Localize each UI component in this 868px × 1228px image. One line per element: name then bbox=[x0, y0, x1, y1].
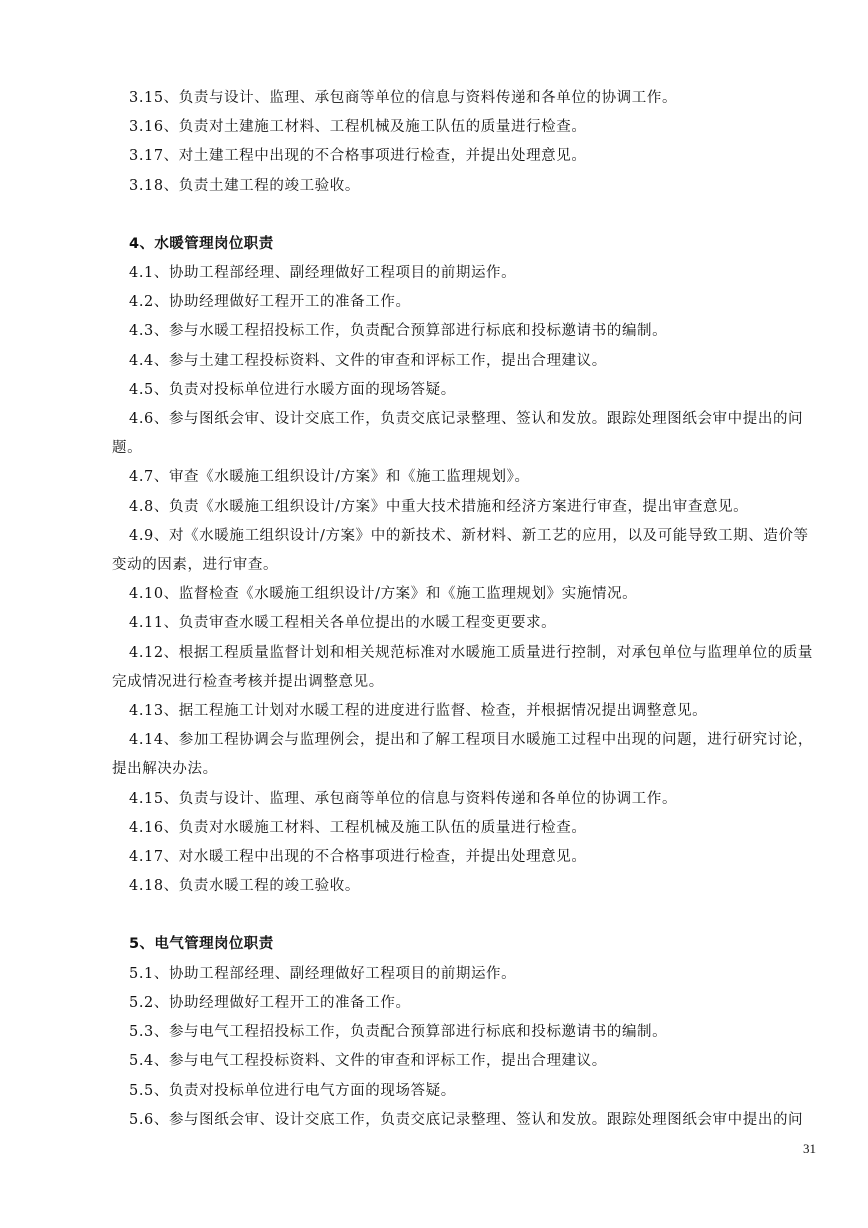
paragraph-4-7: 4.7、审查《水暖施工组织设计/方案》和《施工监理规划》。 bbox=[129, 469, 530, 486]
section-gap bbox=[112, 201, 816, 230]
paragraph-4-10: 4.10、监督检查《水暖施工组织设计/方案》和《施工监理规划》实施情况。 bbox=[129, 586, 638, 603]
paragraph-4-12: 4.12、根据工程质量监督计划和相关规范标准对水暖施工质量进行控制，对承包单位与监理单位的质量完成情况进行检查考核并提出调整意见。 bbox=[112, 644, 813, 690]
paragraph-4-1: 4.1、协助工程部经理、副经理做好工程项目的前期运作。 bbox=[129, 265, 517, 282]
paragraph-4-18: 4.18、负责水暖工程的竣工验收。 bbox=[129, 878, 360, 895]
paragraph-5-6: 5.6、参与图纸会审、设计交底工作，负责交底记录整理、签认和发放。跟踪处理图纸会审中提出的问 bbox=[129, 1111, 804, 1128]
section-gap bbox=[112, 901, 816, 930]
paragraph-4-16: 4.16、负责对水暖施工材料、工程机械及施工队伍的质量进行检查。 bbox=[129, 819, 587, 836]
paragraph-3-16: 3.16、负责对土建施工材料、工程机械及施工队伍的质量进行检查。 bbox=[129, 119, 587, 136]
paragraph-4-17: 4.17、对水暖工程中出现的不合格事项进行检查，并提出处理意见。 bbox=[129, 849, 587, 866]
paragraph-3-17: 3.17、对土建工程中出现的不合格事项进行检查，并提出处理意见。 bbox=[129, 148, 587, 165]
paragraph-4-14: 4.14、参加工程协调会与监理例会，提出和了解工程项目水暖施工过程中出现的问题，进行研究讨论，提出解决办法。 bbox=[112, 732, 813, 778]
paragraph-3-18: 3.18、负责土建工程的竣工验收。 bbox=[129, 177, 360, 194]
paragraph-4-15: 4.15、负责与设计、监理、承包商等单位的信息与资料传递和各单位的协调工作。 bbox=[129, 790, 678, 807]
page-number: 31 bbox=[803, 1141, 816, 1156]
paragraph-4-6: 4.6、参与图纸会审、设计交底工作，负责交底记录整理、签认和发放。跟踪处理图纸会审中提出的问题。 bbox=[112, 411, 804, 457]
paragraph-5-4: 5.4、参与电气工程投标资料、文件的审查和评标工作，提出合理建议。 bbox=[129, 1053, 607, 1070]
paragraph-4-9: 4.9、对《水暖施工组织设计/方案》中的新技术、新材料、新工艺的应用，以及可能导致工期、造价等变动的因素，进行审查。 bbox=[112, 527, 809, 574]
paragraph-4-2: 4.2、协助经理做好工程开工的准备工作。 bbox=[129, 294, 411, 311]
paragraph-5-2: 5.2、协助经理做好工程开工的准备工作。 bbox=[129, 994, 411, 1011]
paragraph-5-5: 5.5、负责对投标单位进行电气方面的现场答疑。 bbox=[129, 1082, 456, 1099]
paragraph-4-8: 4.8、负责《水暖施工组织设计/方案》中重大技术措施和经济方案进行审查，提出审查意见。 bbox=[129, 498, 749, 515]
paragraph-5-1: 5.1、协助工程部经理、副经理做好工程项目的前期运作。 bbox=[129, 965, 517, 982]
paragraph-4-4: 4.4、参与土建工程投标资料、文件的审查和评标工作，提出合理建议。 bbox=[129, 352, 607, 369]
paragraph-3-15: 3.15、负责与设计、监理、承包商等单位的信息与资料传递和各单位的协调工作。 bbox=[129, 90, 678, 106]
paragraph-5-3: 5.3、参与电气工程招投标工作，负责配合预算部进行标底和投标邀请书的编制。 bbox=[129, 1024, 668, 1041]
paragraph-4-13: 4.13、据工程施工计划对水暖工程的进度进行监督、检查，并根据情况提出调整意见。 bbox=[129, 703, 708, 720]
section-4-heading: 4、水暖管理岗位职责 bbox=[129, 235, 274, 252]
paragraph-4-11: 4.11、负责审查水暖工程相关各单位提出的水暖工程变更要求。 bbox=[129, 615, 557, 632]
paragraph-4-5: 4.5、负责对投标单位进行水暖方面的现场答疑。 bbox=[129, 381, 456, 398]
paragraph-4-3: 4.3、参与水暖工程招投标工作，负责配合预算部进行标底和投标邀请书的编制。 bbox=[129, 323, 668, 340]
section-5-heading: 5、电气管理岗位职责 bbox=[129, 936, 274, 953]
page-content bbox=[112, 84, 816, 1135]
